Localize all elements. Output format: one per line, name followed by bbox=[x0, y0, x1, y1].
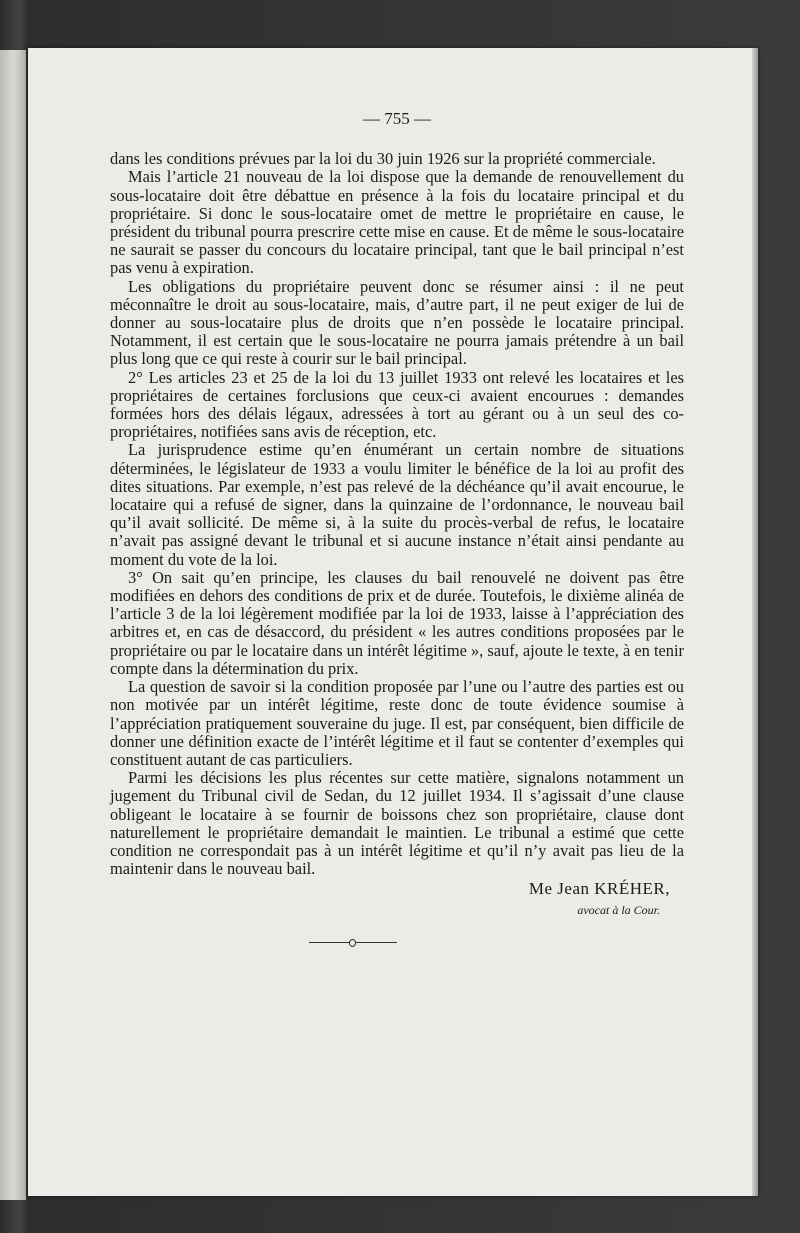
paragraph-4: 2° Les articles 23 et 25 de la loi du 13 juillet 1933 ont relevé les locataires et les propriétaires de certaines forclusions que ceux-ci avaient encourues : demandes formées hors des délais légaux, adressées à tort au gérant ou à un seul des co-propriétaires, notifiées sans avis de réception, etc. bbox=[110, 367, 684, 442]
page-right-edge bbox=[752, 48, 758, 1196]
signature-block bbox=[110, 880, 684, 918]
paragraph-3: Les obligations du propriétaire peuvent donc se résumer ainsi : il ne peut méconnaître le droit au sous-locataire, mais, d’autre part, il ne peut exiger de lui de donner au sous-locataire plus de droits que n’en possède le locataire principal. Notamment, il est certain que le sous-locataire ne pourra jamais prétendre à un bail plus long que ce qui reste à courir sur le bail principal. bbox=[110, 276, 684, 369]
paragraph-5: La jurisprudence estime qu’en énumérant un certain nombre de situations déterminées, le législateur de 1933 a voulu limiter le bénéfice de la loi au profit des dites situations. Par exemple, n’est pas relevé de la déchéance qu’il avait encourue, le locataire qui a refusé de signer, dans la quinzaine de l’ordonnance, le nouveau bail qu’il avait sollicité. De même si, à la suite du procès-verbal de refus, le locataire n’avait pas assigné devant le tribunal et si aucune instance n’était ainsi pendante au moment du vote de la loi. bbox=[110, 440, 684, 569]
ornament-dot bbox=[349, 939, 356, 947]
paragraph-1: dans les conditions prévues par la loi du 30 juin 1926 sur la propriété commerciale. bbox=[110, 149, 656, 169]
end-ornament bbox=[309, 939, 397, 947]
signature-title: avocat à la Cour. bbox=[577, 902, 660, 917]
document-page bbox=[28, 48, 758, 1196]
paragraph-8: Parmi les décisions les plus récentes sur cette matière, signalons notamment un jugement du Tribunal civil de Sedan, du 12 juillet 1934. Il s’agissait d’une clause obligeant le locataire à se fournir de boissons chez son propriétaire, clause dont naturellement le propriétaire demandait le maintien. Le tribunal a estimé que cette condition ne correspondait pas à un intérêt légitime et qu’il n’y avait pas lieu de la maintenir dans le nouveau bail. bbox=[110, 768, 684, 879]
paragraph-7: La question de savoir si la condition proposée par l’une ou l’autre des parties est ou non motivée par un intérêt légitime, reste donc de toute évidence soumise à l’appréciation pratiquement souveraine du juge. Il est, par conséquent, bien difficile de donner une définition exacte de l’intérêt légitime et il faut se contenter d’exemples qui constituent autant de cas particuliers. bbox=[110, 677, 684, 769]
previous-page-edge bbox=[0, 50, 26, 1200]
page-text-block bbox=[110, 110, 684, 947]
signature-name: Me Jean KRÉHER, bbox=[528, 879, 670, 899]
page-number: — 755 — bbox=[363, 109, 431, 128]
paragraph-2: Mais l’article 21 nouveau de la loi dispose que la demande de renouvellement du sous-locataire doit être débattue en présence à la fois du locataire principal et du propriétaire. Si donc le sous-locataire omet de mettre le propriétaire en cause, le président du tribunal pourra prescrire cette mise en cause. Et de même le sous-locataire ne saurait se passer du concours du locataire principal, tant que le bail principal n’est pas venu à expiration. bbox=[110, 167, 684, 278]
paragraph-6: 3° On sait qu’en principe, les clauses du bail renouvelé ne doivent pas être modifiées en dehors des conditions de prix et de durée. Toutefois, le dixième alinéa de l’article 3 de la loi légèrement modifiée par la loi de 1933, laisse à l’appréciation des arbitres et, en cas de désaccord, du président « les autres conditions proposées par le propriétaire ou par le locataire dans un intérêt légitime », sauf, ajoute le texte, à en tenir compte dans la détermination du prix. bbox=[110, 567, 684, 678]
